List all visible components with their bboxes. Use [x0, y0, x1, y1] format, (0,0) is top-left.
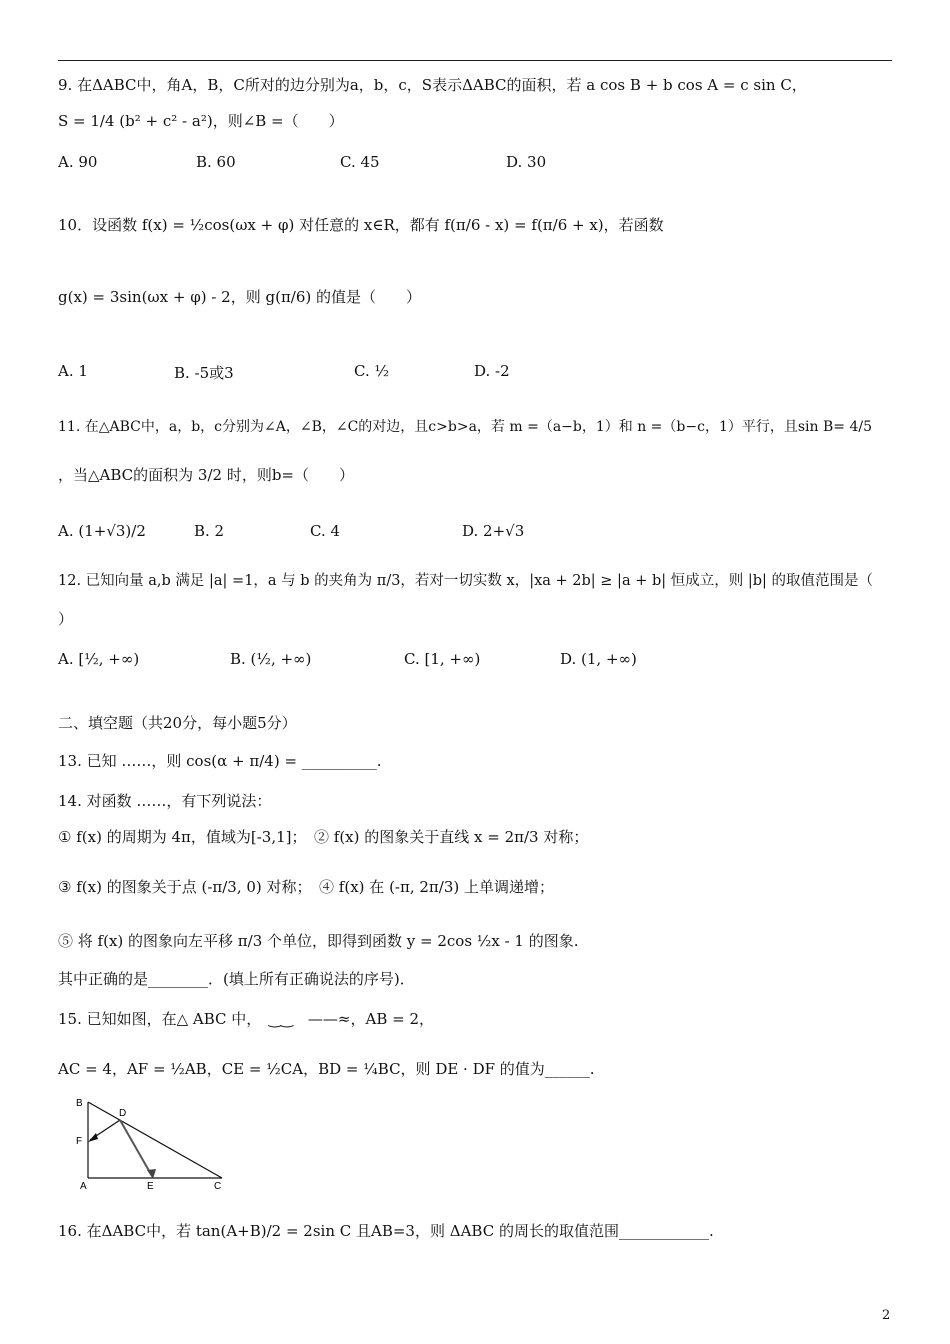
q14-answer-prompt: 其中正确的是________．(填上所有正确说法的序号)． — [58, 970, 415, 988]
q10-line1: 10．设函数 f(x) = ½cos(ωx + φ) 对任意的 x∈R，都有 f(π/6 - x) = f(π/6 + x)，若函数 — [58, 216, 664, 234]
q10-option-c: C. ½ — [354, 362, 390, 380]
header-rule — [58, 60, 892, 61]
section2-title: 二、填空题（共20分，每小题5分） — [58, 714, 297, 732]
label-f: F — [76, 1136, 83, 1147]
vector-df-arrowhead — [88, 1133, 98, 1142]
q12-line2: ） — [58, 610, 74, 628]
label-d: D — [119, 1108, 127, 1119]
q11-line2: ，当△ABC的面积为 3/2 时，则b=（ ） — [58, 466, 354, 484]
q14-statement-5: ⑤ 将 f(x) 的图象向左平移 π/3 个单位，即得到函数 y = 2cos ½x - 1 的图象. — [58, 932, 579, 950]
q10-option-d: D. -2 — [474, 362, 510, 380]
q9-option-c: C. 45 — [340, 153, 380, 171]
q14-statement-1-2: ① f(x) 的周期为 4π，值域为[-3,1]； ② f(x) 的图象关于直线 x = 2π/3 对称； — [58, 828, 589, 846]
q15-line2: AC = 4，AF = ½AB，CE = ½CA，BD = ¼BC，则 DE · DF 的值为______. — [58, 1060, 595, 1078]
q10-line2: g(x) = 3sin(ωx + φ) - 2，则 g(π/6) 的值是（ ） — [58, 288, 422, 306]
q11-option-b: B. 2 — [194, 522, 225, 540]
q12-option-a: A. [½, +∞) — [58, 650, 140, 668]
q15-line1: 15. 已知如图，在△ ABC 中， ‿‿ ——≈，AB = 2， — [58, 1010, 434, 1028]
q10-option-b: B. -5或3 — [174, 364, 234, 382]
q9-option-b: B. 60 — [196, 153, 236, 171]
page-number: 2 — [882, 1308, 891, 1323]
q11-option-c: C. 4 — [310, 522, 341, 540]
side-bc — [88, 1102, 222, 1178]
q12-option-c: C. [1, +∞) — [404, 650, 481, 668]
q14-intro: 14. 对函数 ……，有下列说法： — [58, 792, 272, 810]
q14-statement-3-4: ③ f(x) 的图象关于点 (-π/3, 0) 对称； ④ f(x) 在 (-π, 2π/3) 上单调递增； — [58, 878, 554, 896]
q15-triangle-figure — [70, 1092, 235, 1192]
q9-line2: S = 1/4 (b² + c² - a²)，则∠B =（ ） — [58, 112, 344, 130]
q11-line1: 11. 在△ABC中，a，b，c分别为∠A，∠B，∠C的对边，且c>b>a，若 m =（a−b，1）和 n =（b−c，1）平行，且sin B= 4/5 — [58, 419, 872, 435]
vector-de — [120, 1120, 152, 1176]
q13-text: 13. 已知 ……，则 cos(α + π/4) = __________. — [58, 752, 382, 770]
label-a: A — [80, 1181, 87, 1192]
q11-option-d: D. 2+√3 — [462, 522, 525, 540]
q12-option-b: B. (½, +∞) — [230, 650, 312, 668]
q16-text: 16. 在ΔABC中，若 tan(A+B)/2 = 2sin C 且AB=3，则 ΔABC 的周长的取值范围____________. — [58, 1222, 714, 1240]
q11-option-a: A. (1+√3)/2 — [58, 522, 146, 540]
q10-option-a: A. 1 — [58, 362, 88, 380]
q12-line1: 12. 已知向量 a,b 满足 |a| =1，a 与 b 的夹角为 π/3，若对一切实数 x，|xa + 2b| ≥ |a + b| 恒成立，则 |b| 的取值范围是（ — [58, 573, 873, 589]
label-c: C — [214, 1181, 222, 1192]
label-b: B — [76, 1098, 83, 1109]
q12-option-d: D. (1, +∞) — [560, 650, 637, 668]
q9-option-d: D. 30 — [506, 153, 547, 171]
q9-option-a: A. 90 — [58, 153, 98, 171]
q9-line1: 9. 在ΔABC中，角A，B，C所对的边分别为a，b，c，S表示ΔABC的面积，若 a cos B + b cos A = c sin C， — [58, 76, 807, 94]
label-e: E — [147, 1181, 154, 1192]
